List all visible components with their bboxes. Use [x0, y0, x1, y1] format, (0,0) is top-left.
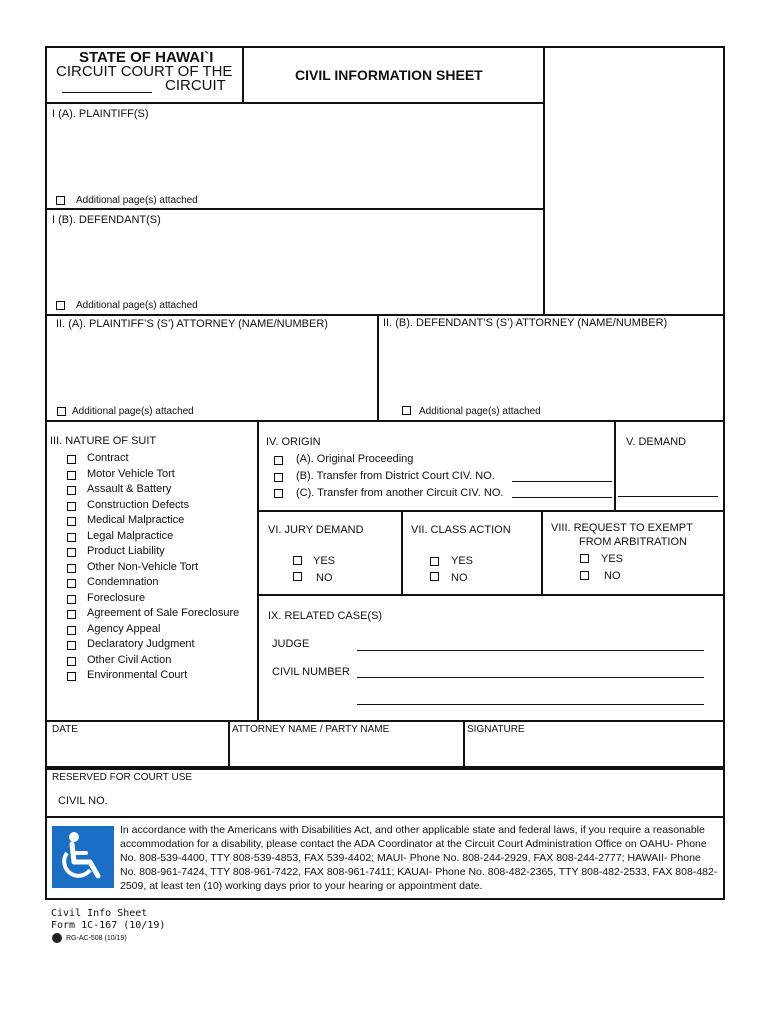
nature-option-label: Motor Vehicle Tort — [87, 467, 175, 480]
sig-divider-1 — [228, 720, 230, 768]
nature-option-label: Contract — [87, 452, 129, 464]
class-no-checkbox[interactable] — [430, 572, 439, 581]
nature-option-label: Legal Malpractice — [87, 529, 174, 542]
nature-option-label: Other Civil Action — [87, 653, 172, 666]
nature-checkbox[interactable] — [67, 517, 76, 526]
court-heading-line1: CIRCUIT COURT OF THE — [56, 63, 233, 80]
defendants-label: I (B). DEFENDANT(S) — [52, 214, 161, 226]
nature-option-label: Environmental Court — [87, 669, 188, 681]
demand-field[interactable] — [618, 496, 718, 497]
jury-no-checkbox[interactable] — [293, 572, 302, 581]
plaintiffs-attached-checkbox[interactable] — [56, 196, 65, 205]
nature-checkbox[interactable] — [67, 533, 76, 542]
wheelchair-icon — [52, 826, 114, 888]
court-heading-line2: CIRCUIT — [165, 77, 226, 94]
class-yes-label: YES — [451, 555, 474, 567]
header-bottom-line — [45, 102, 545, 104]
jury-demand-label: VI. JURY DEMAND — [268, 524, 364, 536]
form-title: CIVIL INFORMATION SHEET — [295, 67, 483, 83]
nature-option-label: Agreement of Sale Foreclosure — [87, 607, 240, 619]
header-divider — [242, 46, 244, 104]
signature-label: SIGNATURE — [467, 724, 525, 735]
origin-c-label: (C). Transfer from another Circuit CIV. NO. — [296, 487, 504, 499]
attorney-party-label: ATTORNEY NAME / PARTY NAME — [232, 724, 390, 735]
ada-text: In accordance with the Americans with Disabilities Act, and other applicable state and federal laws, if you require a reasonable accommodation for a disability, please contact the ADA Coordinator at the Circuit Court Administration Office on OAHU- Phone No. 808-539-4400, TTY 808-539-4853, FAX 539-4402; MAUI- Phone No. 808-244-2929, FAX 808-244-2777; HAWAII- Phone No. 808-961-7424, TTY 808-961-7422, FAX 808-961-7411; KAUAI- Phone No. 808-482-2365, TTY 808-482-2533, FAX 808-482-2509, at least ten (10) working days prior to your hearing or appointment date. — [120, 824, 718, 892]
nature-checkbox[interactable] — [67, 548, 76, 557]
arbitration-no-label: NO — [604, 570, 621, 582]
class-action-label: VII. CLASS ACTION — [411, 524, 511, 536]
origin-b-checkbox[interactable] — [274, 473, 283, 482]
nature-checkbox[interactable] — [67, 657, 76, 666]
plaintiffs-attached-label: Additional page(s) attached — [76, 195, 198, 206]
arbitration-label-line1: VIII. REQUEST TO EXEMPT — [551, 522, 693, 534]
defendants-attached-checkbox[interactable] — [56, 301, 65, 310]
nature-checkbox[interactable] — [67, 579, 76, 588]
plaintiffs-label: I (A). PLAINTIFF(S) — [52, 108, 149, 120]
related-cases-label: IX. RELATED CASE(S) — [268, 610, 383, 622]
footer-line3: RG-AC-508 (10/19) — [66, 935, 127, 942]
footer-line1: Civil Info Sheet — [51, 908, 148, 919]
defendant-attorney-attached-label: Additional page(s) attached — [419, 406, 541, 417]
nature-option-label: Declaratory Judgment — [87, 638, 195, 650]
jury-yes-label: YES — [313, 555, 336, 567]
origin-a-checkbox[interactable] — [274, 456, 283, 465]
nature-of-suit-label: III. NATURE OF SUIT — [50, 435, 157, 447]
nature-checkbox[interactable] — [67, 502, 76, 511]
class-divider — [541, 510, 543, 596]
nature-option-label: Foreclosure — [87, 591, 146, 604]
attorneys-divider — [377, 314, 379, 422]
date-label: DATE — [52, 724, 78, 735]
court-use-label: RESERVED FOR COURT USE — [52, 772, 193, 783]
nature-option-label: Construction Defects — [87, 498, 190, 511]
arbitration-yes-label: YES — [601, 553, 624, 565]
nature-option-label: Other Non-Vehicle Tort — [87, 560, 199, 573]
judge-label: JUDGE — [272, 638, 310, 650]
class-no-label: NO — [451, 572, 468, 584]
civil-number-label: CIVIL NUMBER — [272, 666, 350, 678]
nature-option-label: Product Liability — [87, 545, 165, 557]
nature-checkbox[interactable] — [67, 610, 76, 619]
seal-icon — [52, 933, 62, 943]
nature-checkbox[interactable] — [67, 455, 76, 464]
nature-checkbox[interactable] — [67, 564, 76, 573]
origin-b-civ-no-field[interactable] — [512, 481, 612, 482]
arbitration-yes-checkbox[interactable] — [580, 554, 589, 563]
origin-a-label: (A). Original Proceeding — [296, 453, 414, 465]
nature-divider — [257, 420, 259, 722]
jury-bottom-line — [257, 594, 725, 596]
state-heading: STATE OF HAWAI`I — [79, 49, 214, 66]
plaintiff-attorney-label: II. (A). PLAINTIFF’S (S’) ATTORNEY (NAME/NUMBER) — [56, 318, 328, 330]
plaintiffs-bottom-line — [45, 208, 545, 210]
footer-line2: Form 1C-167 (10/19) — [51, 920, 166, 931]
nature-checkbox[interactable] — [67, 595, 76, 604]
right-column-divider — [543, 46, 545, 316]
nature-checkbox[interactable] — [67, 486, 76, 495]
nature-checkbox[interactable] — [67, 471, 76, 480]
judge-field[interactable] — [357, 650, 704, 651]
circuit-blank — [62, 92, 152, 93]
civil-number-field[interactable] — [357, 677, 704, 678]
origin-b-label: (B). Transfer from District Court CIV. NO. — [296, 470, 495, 482]
defendant-attorney-label: II. (B). DEFENDANT’S (S’) ATTORNEY (NAME/NUMBER) — [383, 317, 668, 329]
class-yes-checkbox[interactable] — [430, 557, 439, 566]
origin-c-checkbox[interactable] — [274, 489, 283, 498]
origin-c-civ-no-field[interactable] — [512, 497, 612, 498]
nature-option-label: Assault & Battery — [87, 483, 172, 495]
form-outer-header — [45, 46, 725, 316]
jury-divider — [401, 510, 403, 596]
plaintiff-attorney-attached-checkbox[interactable] — [57, 407, 66, 416]
plaintiff-attorney-attached-label: Additional page(s) attached — [72, 406, 194, 417]
arbitration-no-checkbox[interactable] — [580, 571, 589, 580]
nature-option-label: Agency Appeal — [87, 622, 161, 635]
nature-checkbox[interactable] — [67, 672, 76, 681]
defendant-attorney-attached-checkbox[interactable] — [402, 406, 411, 415]
nature-option-label: Condemnation — [87, 576, 159, 588]
arbitration-label-line2: FROM ARBITRATION — [579, 536, 687, 548]
demand-label: V. DEMAND — [626, 436, 687, 448]
defendants-attached-label: Additional page(s) attached — [76, 300, 198, 311]
origin-bottom-line — [257, 510, 725, 512]
origin-label: IV. ORIGIN — [266, 436, 321, 448]
demand-divider — [614, 420, 616, 512]
nature-option-label: Medical Malpractice — [87, 514, 185, 526]
jury-no-label: NO — [316, 572, 333, 584]
jury-yes-checkbox[interactable] — [293, 556, 302, 565]
nature-checkbox[interactable] — [67, 641, 76, 650]
civil-number-field-2[interactable] — [357, 704, 704, 705]
nature-checkbox[interactable] — [67, 626, 76, 635]
civil-no-label: CIVIL NO. — [58, 795, 108, 807]
sig-divider-2 — [463, 720, 465, 768]
